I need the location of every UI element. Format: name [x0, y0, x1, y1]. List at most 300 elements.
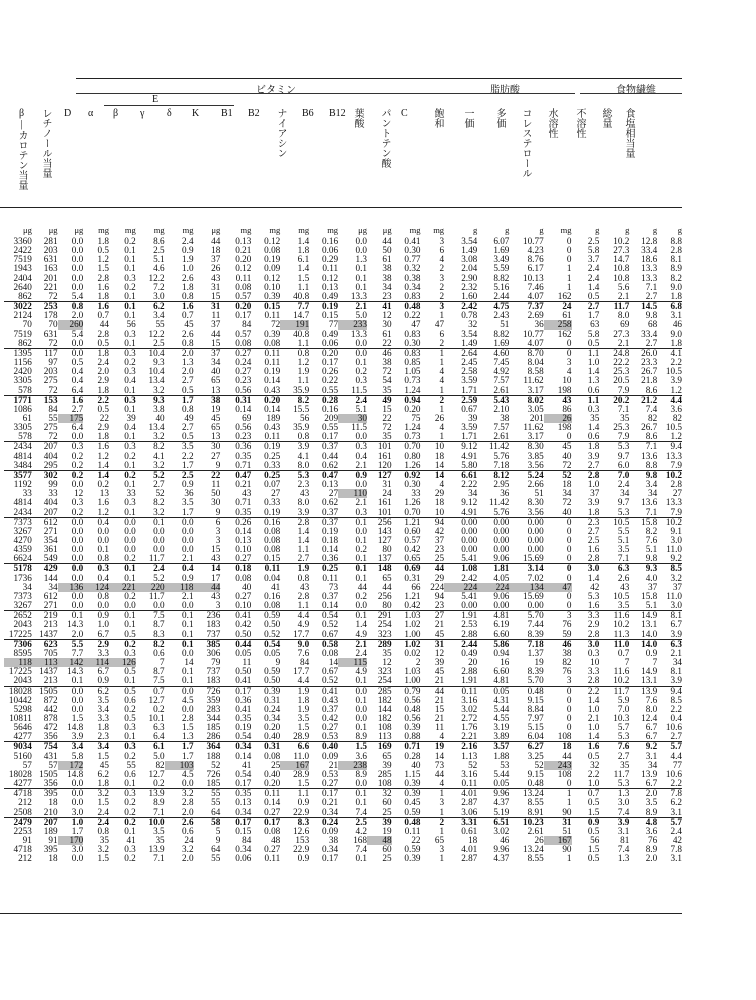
table-cell: 33	[48, 488, 58, 499]
table-cell: 878	[43, 712, 58, 723]
unit-cell: μg	[48, 224, 58, 235]
table-cell: 0.0	[71, 590, 84, 601]
table-cell: 0.20	[404, 403, 421, 414]
table-cell: 0.17	[220, 686, 251, 696]
table-cell: 11.7	[613, 768, 630, 779]
table-cell: 68	[647, 319, 658, 330]
table-cell: 61	[382, 328, 392, 339]
table-cell: 2	[439, 281, 445, 292]
table-cell: 0.9	[645, 647, 658, 658]
table-cell: 2.44	[444, 639, 477, 649]
table-cell: 8.8	[670, 236, 682, 246]
table-cell: 23	[434, 544, 445, 555]
table-cell: 16	[500, 657, 510, 668]
table-cell: 0.43	[264, 422, 281, 433]
table-cell: 0.20	[235, 254, 252, 265]
table-cell: 0.57	[404, 535, 421, 545]
table-cell: 0.1	[124, 675, 136, 686]
table-cell: 0.1	[124, 310, 136, 321]
table-cell: 0.4	[71, 375, 84, 386]
table-cell: 20.2	[599, 395, 629, 405]
table-cell: 0.25	[264, 450, 281, 461]
table-cell: 0.0	[71, 337, 84, 348]
table-cell: 8.04	[527, 357, 544, 368]
table-cell: 1.3	[182, 731, 194, 742]
table-cell: 1.5	[71, 712, 84, 723]
table-cell: 1.5	[97, 853, 109, 864]
table-cell: 0.9	[97, 675, 109, 686]
table-cell: 69	[620, 319, 630, 330]
table-cell: 44	[382, 581, 392, 592]
table-cell: 0	[566, 525, 572, 536]
table-cell: 0.1	[355, 572, 367, 583]
table-cell: 3.4	[97, 703, 109, 714]
table-cell: 0.41	[235, 675, 252, 686]
table-cell: 1.76	[461, 722, 478, 733]
table-cell: 0.39	[392, 789, 421, 799]
table-cell: 472	[43, 722, 58, 733]
table-cell: 8.7	[153, 619, 165, 630]
table-cell: 0.0	[71, 600, 84, 611]
table-cell: 0.34	[235, 844, 252, 855]
table-cell: 0.43	[321, 694, 339, 705]
table-cell: 6.7	[645, 778, 658, 789]
table-cell: 2043	[13, 675, 32, 686]
table-cell: 3.0	[670, 600, 682, 611]
table-cell: 221	[109, 583, 136, 592]
table-cell: 2.7	[670, 731, 682, 742]
table-cell: 44	[421, 686, 445, 696]
table-cell: 0.1	[182, 675, 194, 686]
table-cell: 10.5	[665, 366, 682, 377]
col-header-eg: γ	[140, 108, 145, 119]
table-cell: 0	[566, 337, 572, 348]
table-cell: 7.5	[136, 611, 165, 621]
table-cell: 754	[32, 742, 58, 752]
table-cell: 10	[434, 506, 445, 517]
table-cell: 0	[566, 778, 572, 789]
table-cell: 18	[544, 742, 572, 752]
table-cell: 0.6	[587, 431, 600, 442]
table-cell: 65	[382, 750, 392, 761]
table-cell: 0.0	[182, 535, 194, 545]
table-cell: 3.2	[182, 844, 194, 855]
table-cell: 0.1	[355, 281, 367, 292]
table-cell: 2.87	[461, 853, 478, 864]
table-cell: 0.0	[124, 525, 136, 536]
table-cell: 3.49	[493, 254, 510, 265]
table-cell: 344	[206, 712, 221, 723]
table-cell: 19	[382, 825, 392, 836]
table-cell: 117	[32, 348, 58, 358]
table-cell: 862	[18, 290, 32, 301]
table-cell: 6.19	[493, 619, 510, 630]
table-cell: 1.7	[165, 395, 194, 405]
table-cell: 90	[562, 806, 572, 817]
table-cell: 15.8	[641, 590, 658, 601]
table-cell: 4.75	[477, 302, 509, 312]
table-cell: 25	[382, 806, 392, 817]
table-cell: 26	[434, 412, 445, 423]
table-cell: 2640	[13, 281, 32, 292]
table-cell: 0.20	[309, 348, 338, 358]
table-cell: 1.4	[587, 281, 600, 292]
table-cell: 0.27	[321, 722, 339, 733]
table-cell: 0.50	[235, 628, 252, 639]
table-row	[4, 808, 682, 818]
table-cell: 32	[590, 759, 600, 770]
table-cell: 0.9	[182, 245, 194, 256]
table-cell: 0.35	[235, 712, 252, 723]
table-cell: 18	[48, 797, 58, 808]
table-cell: 15.5	[293, 403, 310, 414]
table-cell: 4	[439, 422, 445, 433]
table-cell: 39	[126, 412, 136, 423]
table-cell: 55	[194, 789, 221, 799]
table-cell: 233	[338, 320, 367, 329]
table-cell: 1.1	[572, 348, 600, 358]
table-cell: 1192	[13, 479, 32, 490]
table-cell: 2.2	[587, 768, 600, 779]
table-cell: 33	[411, 488, 421, 499]
table-cell: 13.3	[641, 263, 658, 274]
table-cell: 13.9	[136, 789, 165, 799]
table-cell: 224	[430, 581, 445, 592]
table-cell: 1.5	[182, 722, 194, 733]
table-cell: 43	[242, 488, 252, 499]
table-cell: 183	[206, 675, 221, 686]
table-cell: 0.08	[321, 647, 339, 658]
table-cell: 0.0	[71, 236, 84, 246]
table-cell: 46	[672, 319, 682, 330]
table-cell: 0.39	[404, 853, 421, 864]
table-cell: 0.9	[297, 853, 310, 864]
table-cell: 258	[544, 320, 572, 329]
table-cell: 238	[338, 761, 367, 770]
table-cell: 0.42	[235, 619, 252, 630]
table-cell: 0.3	[124, 497, 136, 508]
table-cell: 45	[211, 412, 221, 423]
table-cell: 33.4	[641, 328, 658, 339]
table-cell: 49	[367, 395, 392, 405]
table-cell: 0.00	[493, 600, 510, 611]
table-cell: 210	[43, 806, 58, 817]
table-cell: 5.1	[153, 254, 165, 265]
table-cell: 127	[367, 470, 392, 480]
table-cell: 11.7	[148, 590, 165, 601]
table-cell: 0.8	[182, 337, 194, 348]
table-cell: 5.8	[587, 245, 600, 256]
table-cell: 1.4	[83, 470, 109, 480]
table-cell: 120	[377, 459, 392, 470]
table-cell: 36	[500, 488, 510, 499]
table-cell: 0.60	[404, 525, 421, 536]
table-cell: 0.28	[309, 395, 338, 405]
table-cell: 0.70	[392, 442, 421, 452]
table-cell: 3.6	[645, 825, 658, 836]
table-cell: 5	[215, 825, 221, 836]
table-cell: 4.0	[645, 572, 658, 583]
table-cell: 148	[367, 564, 392, 574]
table-cell: 0.0	[71, 572, 84, 583]
table-cell: 0.37	[309, 442, 338, 452]
table-cell: 161	[377, 497, 392, 508]
table-cell: 12	[74, 488, 84, 499]
table-cell: 38	[382, 263, 392, 274]
table-cell: 13.3	[350, 328, 367, 339]
table-cell: 52	[155, 488, 165, 499]
table-cell: 72	[382, 366, 392, 377]
table-cell: 0.0	[97, 600, 109, 611]
table-cell: 1.8	[670, 290, 682, 301]
table-cell: 0.30	[404, 479, 421, 490]
table-cell: 1.1	[297, 337, 310, 348]
table-cell: 0	[566, 712, 572, 723]
table-cell: 1.02	[404, 619, 421, 630]
table-cell: 1.24	[404, 384, 421, 395]
table-cell: 7519	[13, 254, 32, 265]
table-cell: 0.56	[404, 694, 421, 705]
table-cell: 3.0	[617, 797, 630, 808]
table-cell: 212	[18, 797, 32, 808]
table-cell: 6.7	[645, 722, 658, 733]
table-cell: 0.37	[321, 590, 339, 601]
table-cell: 34	[620, 488, 630, 499]
table-cell: 56	[590, 835, 600, 845]
table-cell: 4.4	[670, 750, 682, 761]
table-cell: 2.1	[338, 302, 367, 312]
table-cell: 0.0	[355, 245, 367, 256]
table-cell: 198	[557, 422, 572, 433]
table-cell: 70	[48, 319, 58, 330]
table-cell: 2.1	[617, 337, 630, 348]
table-cell: 0.2	[124, 281, 136, 292]
table-cell: 21.8	[641, 375, 658, 386]
table-cell: 7.02	[527, 572, 544, 583]
table-cell: 289	[367, 639, 392, 649]
table-cell: 7.1	[645, 506, 658, 517]
table-cell: 2.21	[461, 731, 478, 742]
table-cell: 3.05	[527, 403, 544, 414]
table-cell: 34	[211, 357, 221, 368]
table-cell: 1.21	[392, 517, 421, 527]
table-cell: 1.81	[477, 564, 509, 574]
table-cell: 2.6	[182, 328, 194, 339]
col-header-bc: β|カロテン当量	[16, 108, 27, 190]
table-cell: 124	[83, 583, 109, 592]
table-cell: 0.39	[404, 722, 421, 733]
table-cell: 0.04	[264, 572, 281, 583]
table-cell: 10	[562, 375, 572, 386]
table-cell: 0.5	[587, 825, 600, 836]
table-cell: 76	[562, 619, 572, 630]
table-cell: 80	[382, 544, 392, 555]
table-cell: 1.4	[297, 263, 310, 274]
table-cell: 1	[439, 384, 445, 395]
table-cell: 0.3	[109, 742, 136, 752]
table-cell: 27	[271, 488, 281, 499]
table-cell: 84	[299, 657, 310, 668]
table-cell: 2.8	[280, 517, 309, 527]
table-cell: 5298	[13, 703, 32, 714]
table-cell: 3	[439, 272, 445, 283]
table-cell: 0.1	[124, 459, 136, 470]
table-cell: 50	[211, 488, 221, 499]
table-cell: 9.7	[617, 497, 630, 508]
table-cell: 6.17	[527, 263, 544, 274]
table-cell: 175	[58, 414, 84, 423]
table-cell: 0.57	[235, 328, 252, 339]
table-cell: 0.53	[321, 768, 339, 779]
table-cell: 1.0	[58, 817, 84, 827]
table-cell: 0.8	[182, 403, 194, 414]
table-cell: 0.11	[444, 686, 477, 696]
table-cell: 8.2	[670, 272, 682, 283]
table-cell: 8.3	[153, 628, 165, 639]
table-cell: 0.0	[355, 703, 367, 714]
table-cell: 0.6	[124, 694, 136, 705]
table-cell: 3.2	[153, 431, 165, 442]
table-cell: 0.2	[153, 703, 165, 714]
table-cell: 43	[211, 553, 221, 564]
table-cell: 7.45	[493, 357, 510, 368]
table-cell: 0.0	[165, 517, 194, 527]
table-cell: 5.0	[153, 750, 165, 761]
table-cell: 44	[434, 768, 445, 779]
table-cell: 4	[439, 366, 445, 377]
table-cell: 0.71	[235, 459, 252, 470]
table-cell: 28.9	[293, 768, 310, 779]
table-cell: 9034	[4, 742, 32, 752]
table-cell: 0.19	[264, 506, 281, 517]
table-cell: 2	[421, 817, 445, 827]
table-cell: 188	[206, 750, 221, 761]
table-cell: 0.48	[509, 686, 543, 696]
unit-cell: mg	[240, 224, 252, 235]
col-header-pan: パントテン酸	[379, 108, 390, 168]
table-cell: 2.8	[587, 553, 600, 564]
table-cell: 3.0	[153, 290, 165, 301]
table-cell: 0.07	[264, 479, 281, 490]
col-header-b2: B2	[248, 108, 260, 119]
table-cell: 8.82	[493, 328, 510, 339]
table-cell: 737	[206, 666, 221, 677]
table-cell: 0.00	[477, 517, 509, 527]
table-cell: 0.08	[264, 535, 281, 545]
table-cell: 17225	[8, 666, 32, 677]
table-cell: 61	[22, 412, 32, 423]
table-cell: 22	[99, 412, 109, 423]
table-cell: 198	[557, 384, 572, 395]
table-cell: 2.0	[71, 310, 84, 321]
table-cell: 0.5	[587, 290, 600, 301]
table-cell: 4814	[13, 497, 32, 508]
table-cell: 11.5	[351, 422, 367, 433]
table-cell: 5.9	[617, 694, 630, 705]
table-cell: 5.5	[617, 525, 630, 536]
table-cell: 25.3	[613, 366, 630, 377]
table-cell: 1	[566, 272, 572, 283]
table-cell: 21	[328, 759, 339, 770]
table-cell: 56	[126, 319, 136, 330]
table-cell: 0.5	[182, 431, 194, 442]
table-cell: 35	[382, 431, 392, 442]
table-cell: 6.6	[280, 742, 309, 752]
table-cell: 3.3	[97, 712, 109, 723]
table-cell: 9.96	[493, 844, 510, 855]
table-cell: 0.77	[404, 254, 421, 265]
table-cell: 1	[421, 789, 445, 799]
table-cell: 6.2	[97, 768, 109, 779]
table-cell: 1736	[13, 572, 32, 583]
table-cell: 35	[155, 835, 165, 845]
table-cell: 3.5	[617, 600, 630, 611]
table-cell: 2.9	[97, 422, 109, 433]
table-cell: 0.21	[235, 245, 252, 256]
table-cell: 31	[382, 479, 392, 490]
table-cell: 11.62	[523, 422, 544, 433]
table-cell: 0.3	[587, 647, 600, 658]
table-cell: 24	[184, 835, 194, 845]
table-cell: 11.62	[523, 375, 544, 386]
table-cell: 0.1	[355, 853, 367, 864]
table-cell: 1.8	[97, 722, 109, 733]
col-header-k: K	[192, 108, 200, 119]
table-cell: 3.2	[165, 789, 194, 799]
table-cell: 43	[620, 581, 630, 592]
table-cell: 4.4	[657, 395, 682, 405]
table-cell: 0.12	[264, 272, 281, 283]
table-cell: 2.87	[461, 797, 478, 808]
table-cell: 0.1	[338, 789, 367, 799]
table-cell: 1.69	[493, 245, 510, 256]
table-cell: 4.55	[493, 712, 510, 723]
table-cell: 43	[299, 581, 310, 592]
table-cell: 0.0	[355, 600, 367, 611]
table-cell: 0.5	[587, 853, 600, 864]
table-cell: 0.0	[71, 263, 84, 274]
table-cell: 3	[215, 525, 221, 536]
table-cell: 0.50	[264, 619, 281, 630]
table-cell: 56	[299, 412, 310, 423]
table-cell: 8.02	[509, 395, 543, 405]
table-cell: 3.4	[153, 310, 165, 321]
table-cell: 0.0	[71, 431, 84, 442]
table-cell: 0.00	[461, 535, 478, 545]
table-cell: 49	[184, 412, 194, 423]
table-cell: 395	[43, 844, 58, 855]
table-cell: 14.0	[629, 639, 657, 649]
table-cell: 0.0	[71, 853, 84, 864]
table-cell: 13	[211, 384, 221, 395]
table-cell: 0.1	[355, 675, 367, 686]
table-cell: 0.14	[321, 544, 339, 555]
table-cell: 11.7	[599, 302, 629, 312]
table-cell: 9.06	[493, 590, 510, 601]
table-cell: 0.27	[235, 553, 252, 564]
table-cell: 3.3	[97, 647, 109, 658]
table-cell: 11.6	[599, 611, 629, 621]
table-cell: 25.3	[613, 422, 630, 433]
table-cell: 2	[439, 337, 445, 348]
table-cell: 14.9	[641, 666, 658, 677]
table-cell: 0.13	[235, 535, 252, 545]
table-cell: 0.11	[251, 564, 280, 574]
table-cell: 2.1	[338, 639, 367, 649]
table-cell: 2.8	[587, 628, 600, 639]
table-cell: 1	[544, 789, 572, 799]
table-cell: 72	[562, 459, 572, 470]
